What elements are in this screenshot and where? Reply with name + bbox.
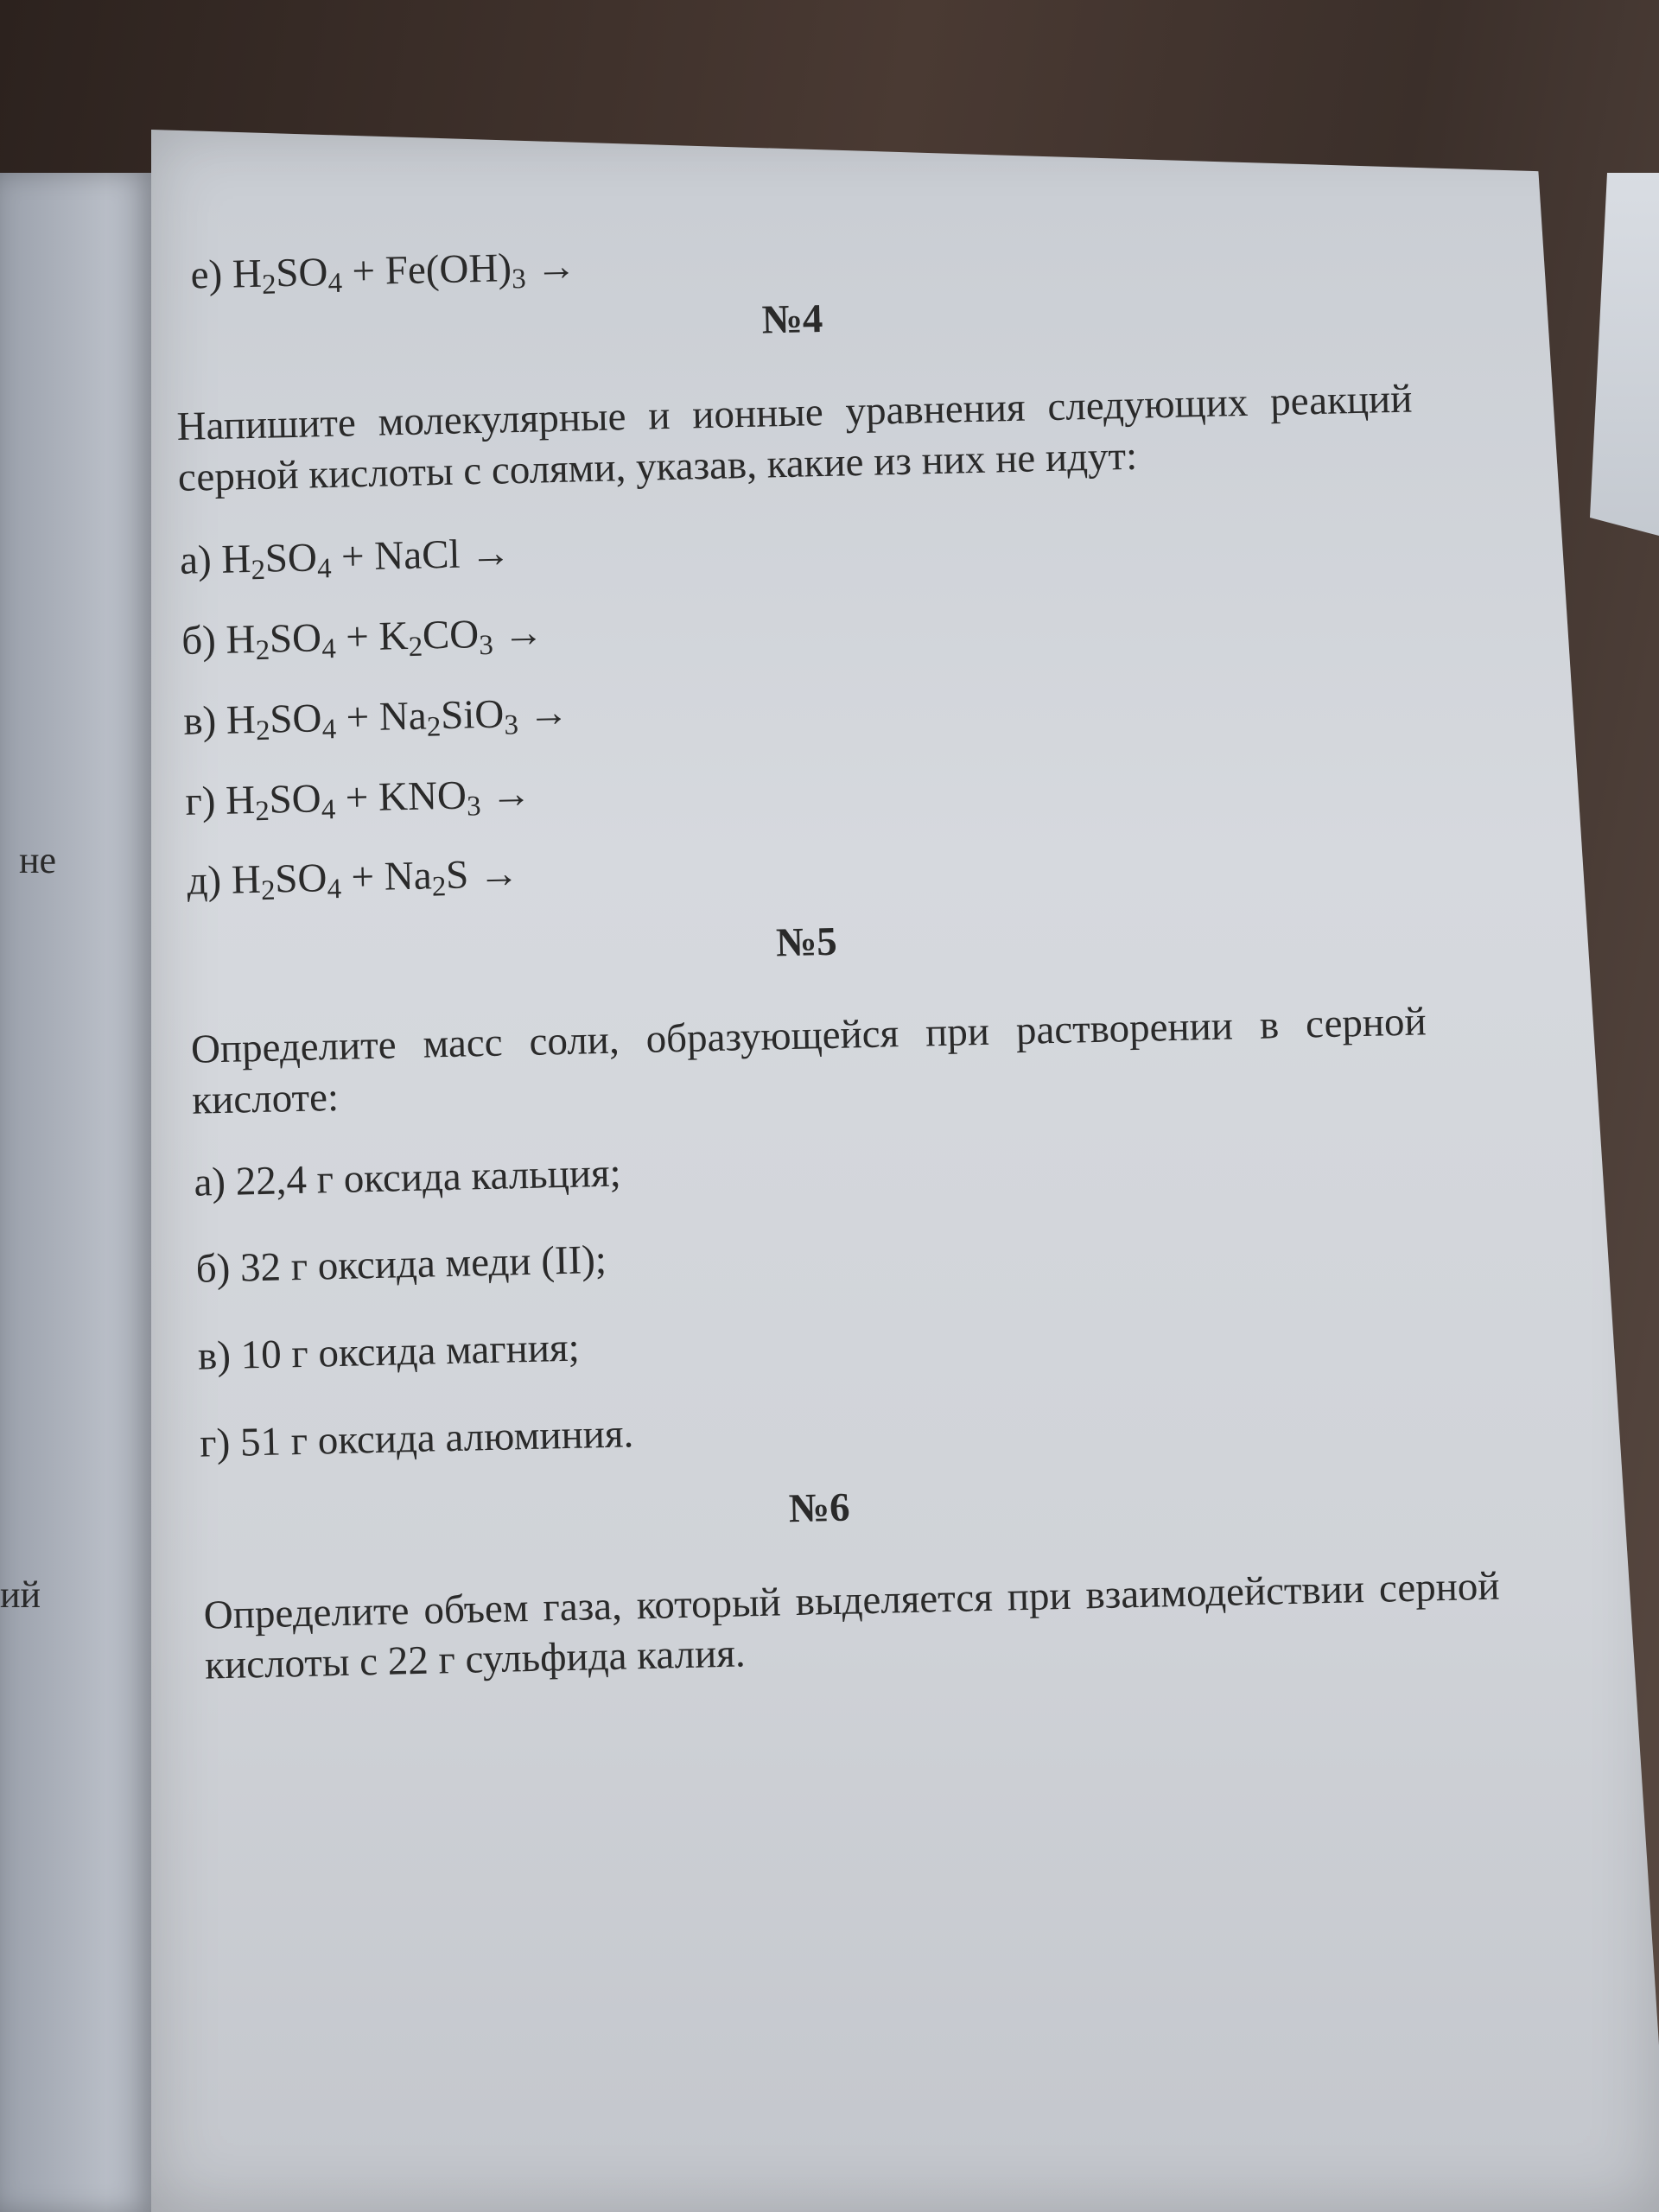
equation-item (187, 827, 1466, 906)
formula-part: SO (269, 695, 323, 742)
formula-part: H (220, 537, 251, 583)
task-text: Определите масс соли, образующейся при растворении в серной кислоте: (190, 999, 1427, 1123)
formula-part: H (232, 251, 263, 297)
item-label: г) (184, 778, 216, 824)
left-page-fragment: не (19, 839, 57, 881)
formula-subscript: 3 (479, 629, 494, 662)
formula-subscript: 2 (255, 634, 270, 667)
task-text: Определите объем газа, который выделяется при взаимодействии серной кислоты с 22 г сульфида калия. (203, 1563, 1501, 1688)
formula-part: + Na (335, 693, 428, 741)
formula-subscript: 4 (327, 267, 343, 300)
formula-subscript: 2 (251, 555, 266, 587)
list-item: а) 22,4 г оксида кальция; (193, 1150, 622, 1205)
formula-part: H (226, 696, 257, 743)
formula-part: SO (268, 775, 322, 823)
formula-part: + KNO (334, 772, 467, 821)
formula-subscript: 3 (511, 263, 527, 296)
formula-part: + Na (340, 853, 433, 901)
formula-part: CO (422, 612, 480, 658)
formula-part: SO (274, 855, 327, 902)
formula-part: → (524, 244, 577, 290)
item-label: а) (179, 537, 213, 584)
formula-part: SO (275, 249, 328, 296)
left-page (0, 173, 151, 2212)
item-label: б) (181, 617, 217, 664)
formula-part: → (518, 690, 569, 736)
formula-subscript: 4 (321, 633, 337, 665)
formula-part: H (231, 857, 262, 903)
formula-subscript: 3 (466, 790, 482, 823)
formula-part: + K (334, 613, 410, 660)
item-label: е) (190, 251, 223, 298)
formula-subscript: 4 (321, 713, 337, 746)
formula-part: SO (264, 535, 318, 582)
left-page-fragment: ий (0, 1573, 41, 1616)
formula-part: H (225, 777, 256, 823)
formula-part: → (493, 610, 544, 657)
equation-item (181, 587, 1461, 666)
equation-formula (225, 771, 532, 827)
formula-subscript: 2 (254, 795, 270, 827)
formula-subscript: 2 (260, 874, 276, 907)
equation-formula (231, 851, 520, 907)
formula-subscript: 3 (504, 709, 519, 741)
worksheet-content (173, 221, 1501, 1691)
formula-subscript: 2 (431, 871, 447, 903)
task-text: Напишите молекулярные и ионные уравнения следующих реакций серной кислоты с солями, указав, какие из них не идут: (176, 376, 1413, 500)
list-item: г) 51 г оксида алюминия. (199, 1411, 634, 1466)
formula-subscript: 4 (327, 874, 342, 906)
equation-formula (232, 244, 577, 301)
list-item: в) 10 г оксида магния; (197, 1325, 581, 1379)
formula-subscript: 4 (321, 793, 336, 825)
formula-part: + NaCl → (330, 531, 512, 581)
formula-part: H (225, 616, 257, 663)
formula-subscript: 2 (261, 269, 277, 301)
formula-part: S → (445, 851, 520, 899)
equation-item (183, 667, 1463, 747)
formula-subscript: 4 (316, 553, 333, 585)
formula-part: SiO (440, 691, 505, 738)
task-heading: №5 (775, 918, 838, 966)
formula-subscript: 2 (255, 715, 271, 747)
equation-item (185, 747, 1465, 827)
formula-part: + Fe(OH) (341, 245, 512, 295)
equation-formula (226, 690, 569, 747)
formula-part: SO (269, 615, 322, 662)
formula-subscript: 2 (408, 631, 423, 664)
task-heading: №6 (788, 1484, 851, 1531)
list-item: б) 32 г оксида меди (II); (195, 1237, 607, 1292)
item-label: д) (186, 858, 222, 905)
formula-subscript: 2 (426, 711, 442, 743)
equation-formula (220, 531, 512, 587)
task-heading: №4 (761, 296, 823, 343)
equation-formula (225, 610, 544, 667)
item-label: в) (182, 697, 217, 744)
equation-item (179, 507, 1459, 587)
formula-part: → (480, 771, 532, 817)
